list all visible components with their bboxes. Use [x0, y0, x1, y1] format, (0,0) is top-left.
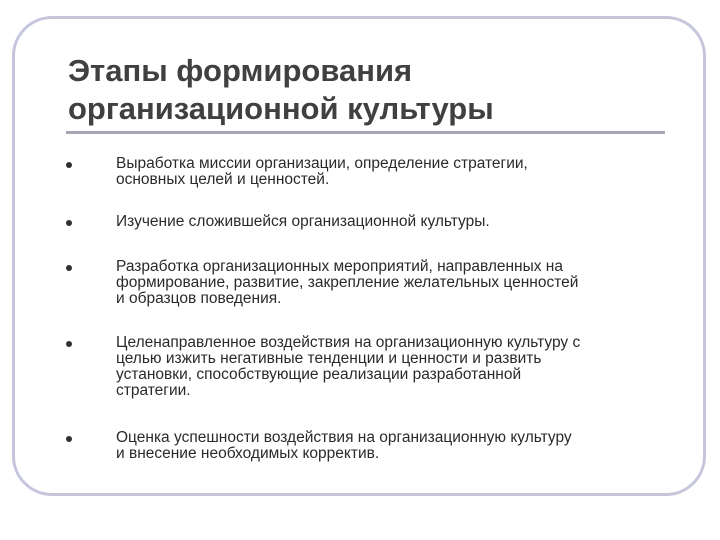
- bullet-text: [116, 259, 671, 307]
- title-divider: [66, 131, 665, 134]
- bullet-dot-icon: [66, 220, 72, 226]
- bullet-line: Целенаправленное воздействия на организационную культуру с: [116, 334, 581, 351]
- bullet-line: основных целей и ценностей.: [116, 171, 330, 188]
- bullet-line: и образцов поведения.: [116, 290, 282, 307]
- bullet-line: целью изжить негативные тенденции и ценности и развить: [116, 350, 542, 367]
- bullet-dot-icon: [66, 265, 72, 271]
- bullet-line: Выработка миссии организации, определение стратегии,: [116, 155, 528, 172]
- slide-title: [68, 52, 668, 128]
- bullet-line: установки, способствующие реализации разработанной: [116, 366, 522, 383]
- bullet-line: и внесение необходимых корректив.: [116, 445, 380, 462]
- slide-title-line-1: Этапы формирования: [68, 53, 413, 88]
- slide-title-line-2: организационной культуры: [68, 91, 494, 126]
- bullet-dot-icon: [66, 341, 72, 347]
- bullet-dot-icon: [66, 436, 72, 442]
- bullet-dot-icon: [66, 162, 72, 168]
- bullet-text: [116, 430, 671, 462]
- bullet-line: Разработка организационных мероприятий, направленных на: [116, 258, 563, 275]
- bullet-line: Изучение сложившейся организационной культуры.: [116, 213, 490, 230]
- bullet-line: Оценка успешности воздействия на организационную культуру: [116, 429, 572, 446]
- bullet-line: формирование, развитие, закрепление желательных ценностей: [116, 274, 579, 291]
- bullet-text: [116, 335, 671, 399]
- bullet-text: [116, 214, 671, 230]
- bullet-line: стратегии.: [116, 382, 191, 399]
- bullet-text: [116, 156, 671, 188]
